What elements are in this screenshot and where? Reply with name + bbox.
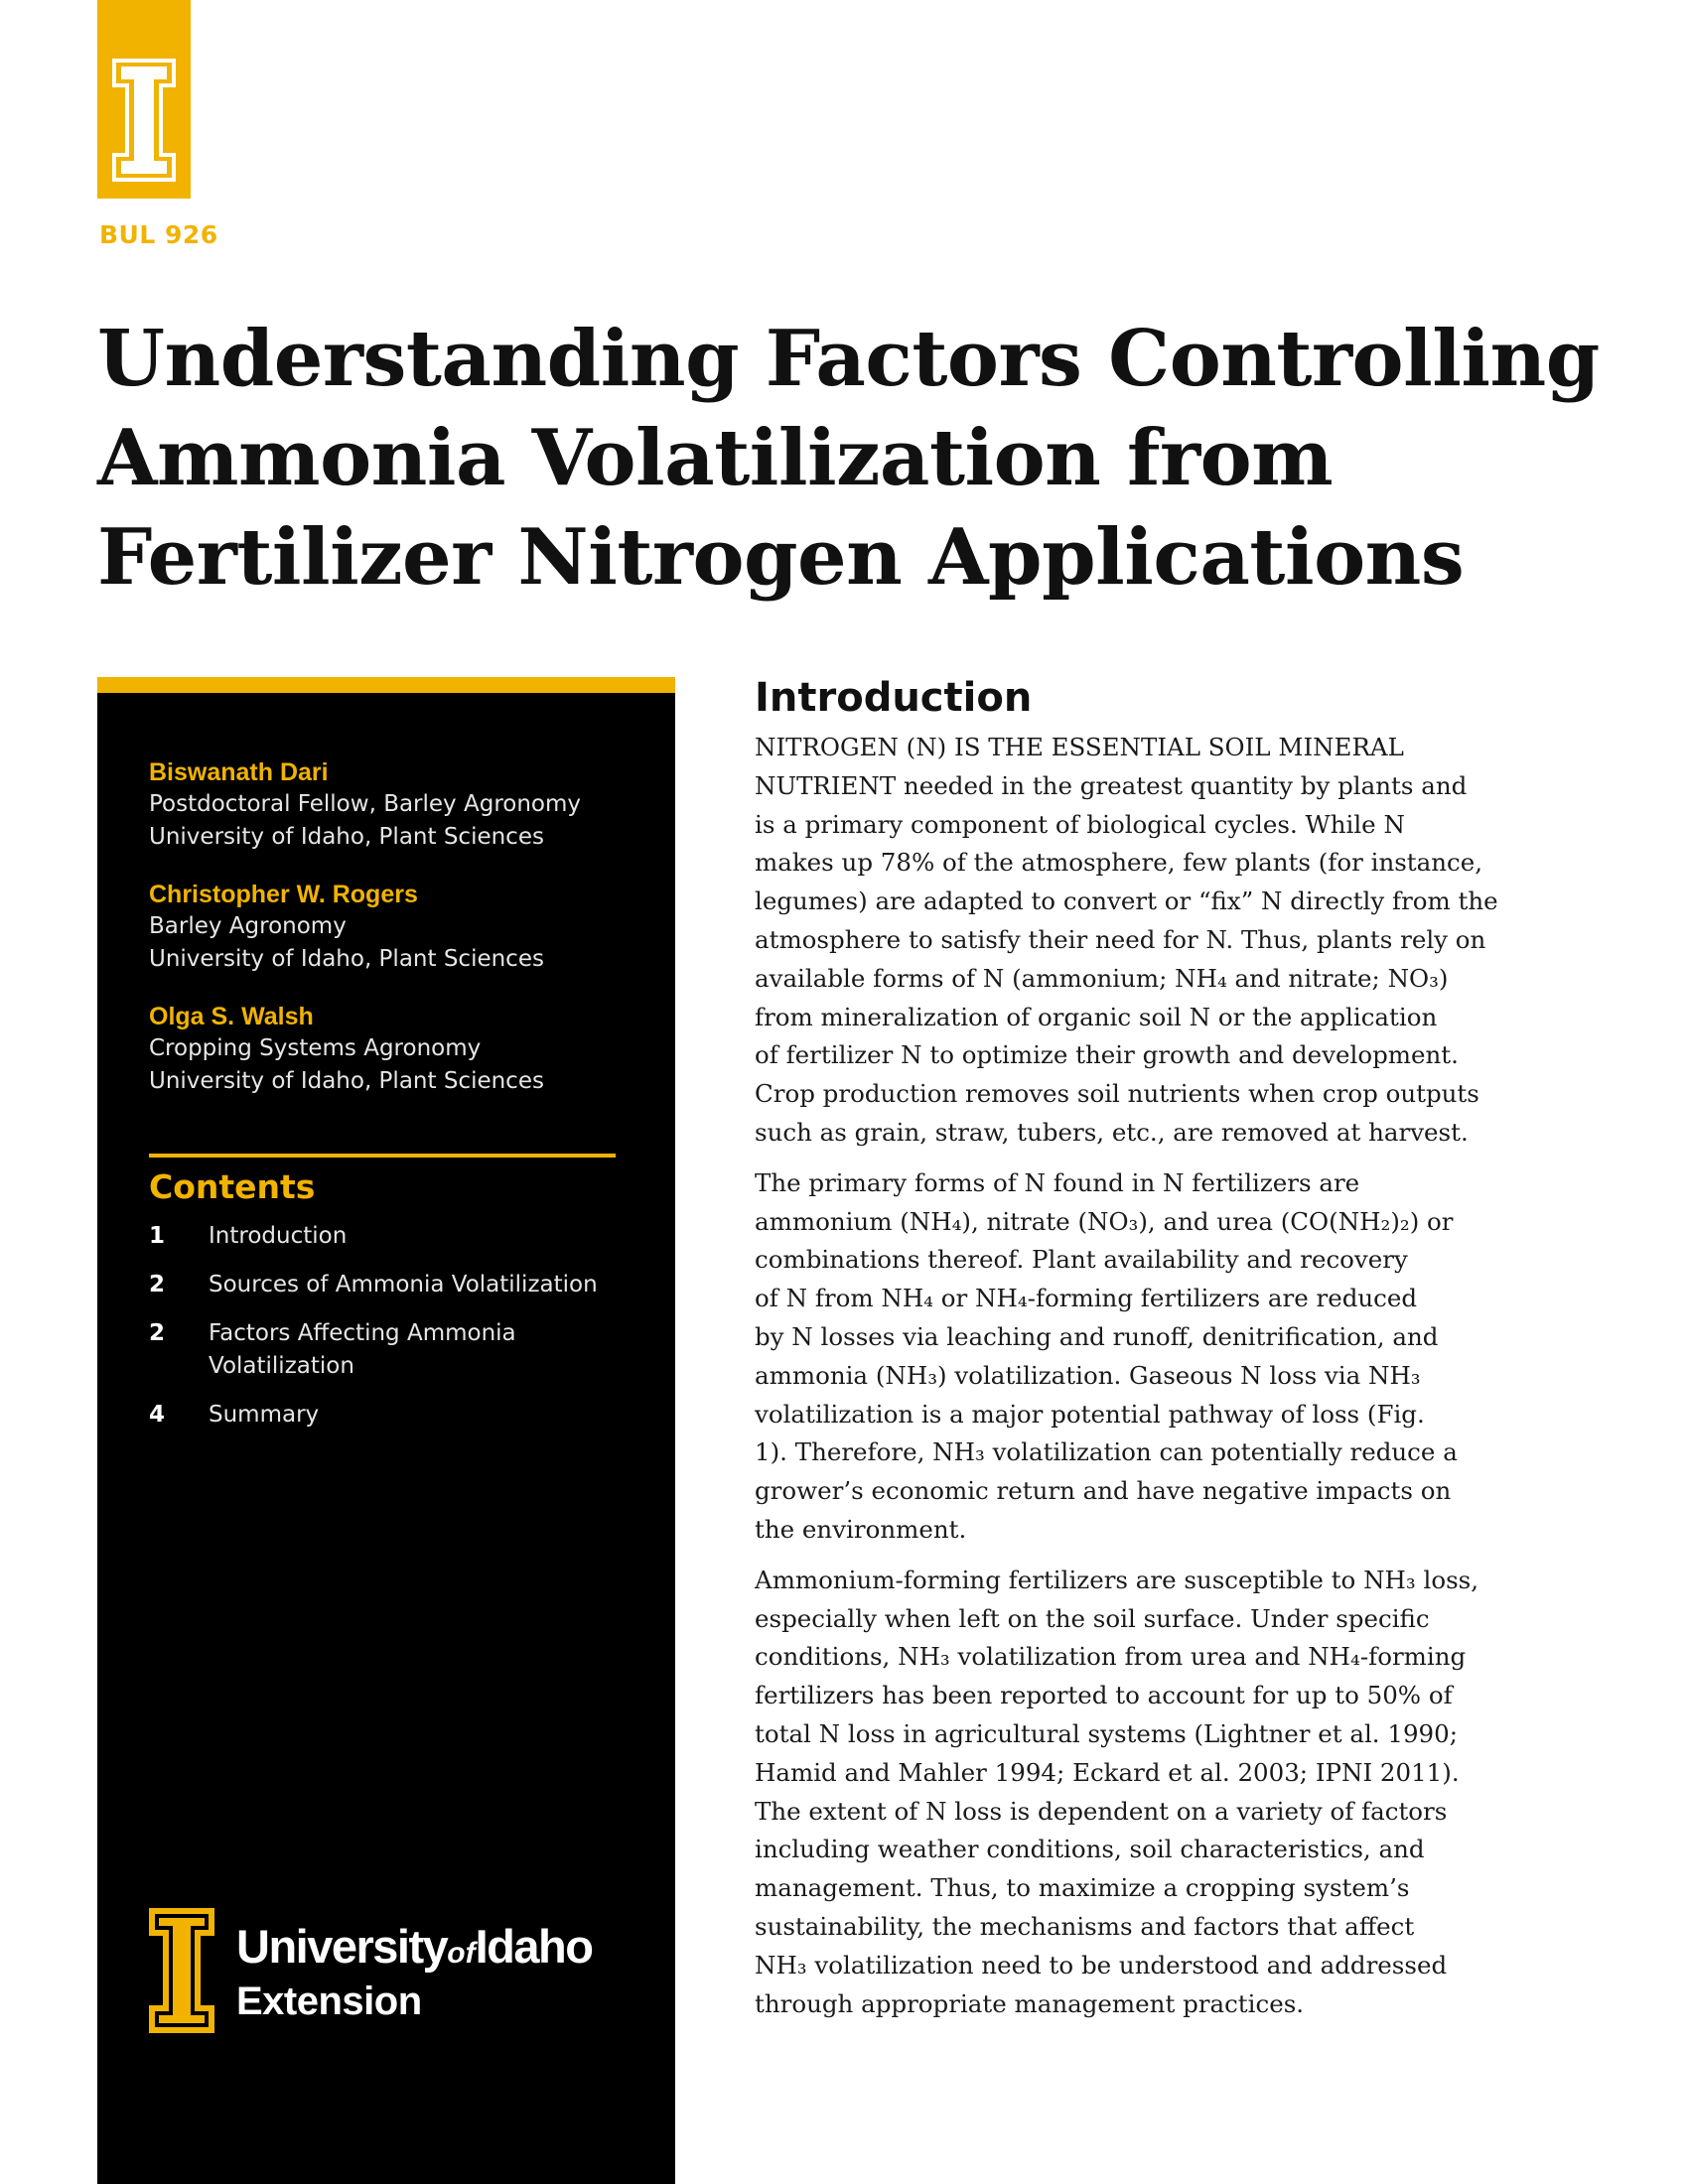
author-name: Christopher W. Rogers bbox=[149, 881, 418, 908]
logo-wordmark-line1 bbox=[236, 1922, 592, 1979]
author-name: Biswanath Dari bbox=[149, 758, 329, 786]
author-affiliation: University of Idaho, Plant Sciences bbox=[149, 1068, 544, 1094]
author-affiliation: University of Idaho, Plant Sciences bbox=[149, 824, 544, 850]
toc-item[interactable] bbox=[149, 1317, 645, 1383]
text-line: total N loss in agricultural systems (Lightner et al. 1990; bbox=[755, 1718, 1458, 1748]
block-i-logo-icon bbox=[111, 58, 177, 183]
contents-title: Contents bbox=[149, 1167, 316, 1206]
text-line: grower’s economic return and have negative impacts on bbox=[755, 1476, 1452, 1506]
title-line: Ammonia Volatilization from bbox=[97, 413, 1334, 503]
text-line: The extent of N loss is dependent on a variety of factors bbox=[755, 1796, 1448, 1826]
toc-label: Introduction bbox=[209, 1223, 348, 1249]
paragraph bbox=[755, 1562, 1509, 2024]
wordmark-extension: Extension bbox=[236, 1979, 422, 2023]
text-line: Crop production removes soil nutrients when crop outputs bbox=[755, 1079, 1479, 1109]
wordmark-idaho: Idaho bbox=[475, 1920, 593, 1973]
author-entry bbox=[149, 879, 645, 976]
toc-label: Factors Affecting Ammonia Volatilization bbox=[209, 1320, 516, 1379]
paragraph bbox=[755, 729, 1509, 1153]
author-entry bbox=[149, 756, 645, 854]
author-position: Postdoctoral Fellow, Barley Agronomy bbox=[149, 791, 582, 817]
author-name: Olga S. Walsh bbox=[149, 1003, 314, 1030]
text-line: Hamid and Mahler 1994; Eckard et al. 2003; IPNI 2011). bbox=[755, 1757, 1460, 1787]
toc-label: Summary bbox=[209, 1402, 320, 1428]
author-entry bbox=[149, 1001, 645, 1098]
title-line: Fertilizer Nitrogen Applications bbox=[97, 512, 1465, 603]
text-line: Ammonium-forming fertilizers are susceptible to NH₃ loss, bbox=[755, 1565, 1479, 1594]
text-line: from mineralization of organic soil N or the application bbox=[755, 1002, 1438, 1031]
toc-item[interactable] bbox=[149, 1399, 645, 1432]
toc-page-number: 4 bbox=[149, 1402, 166, 1428]
text-line: through appropriate management practices. bbox=[755, 1988, 1305, 2018]
text-line: the environment. bbox=[755, 1514, 967, 1544]
paragraph bbox=[755, 1164, 1509, 1550]
table-of-contents bbox=[149, 1220, 645, 1447]
contents-divider bbox=[149, 1154, 616, 1158]
toc-page-number: 1 bbox=[149, 1223, 166, 1249]
logo-wordmark bbox=[236, 1922, 592, 2024]
text-line: by N losses via leaching and runoff, denitrification, and bbox=[755, 1321, 1439, 1351]
section-heading: Introduction bbox=[755, 675, 1033, 721]
text-line: makes up 78% of the atmosphere, few plants (for instance, bbox=[755, 848, 1483, 878]
author-position: Barley Agronomy bbox=[149, 913, 347, 939]
text-line: conditions, NH₃ volatilization from urea and NH₄-forming bbox=[755, 1642, 1467, 1672]
text-line: sustainability, the mechanisms and factors that affect bbox=[755, 1911, 1415, 1941]
text-line: especially when left on the soil surface. Under specific bbox=[755, 1603, 1430, 1633]
text-line: such as grain, straw, tubers, etc., are removed at harvest. bbox=[755, 1117, 1469, 1147]
sidebar-accent-bar bbox=[97, 677, 675, 693]
text-line: NUTRIENT needed in the greatest quantity by plants and bbox=[755, 770, 1468, 800]
bulletin-code: BUL 926 bbox=[99, 220, 218, 249]
text-line: legumes) are adapted to convert or “fix” N directly from the bbox=[755, 887, 1498, 916]
university-of-idaho-extension-logo bbox=[147, 1906, 663, 2035]
wordmark-of: of bbox=[447, 1937, 476, 1970]
page-title bbox=[97, 310, 1600, 608]
text-line: NH₃ volatilization need to be understood and addressed bbox=[755, 1950, 1448, 1979]
text-line: management. Thus, to maximize a cropping system’s bbox=[755, 1873, 1410, 1903]
toc-page-number: 2 bbox=[149, 1320, 166, 1346]
text-line: atmosphere to satisfy their need for N. Thus, plants rely on bbox=[755, 924, 1486, 954]
toc-item[interactable] bbox=[149, 1220, 645, 1253]
text-line: ammonium (NH₄), nitrate (NO₃), and urea (CO(NH₂)₂) or bbox=[755, 1206, 1454, 1236]
wordmark-university: University bbox=[236, 1920, 448, 1973]
title-line: Understanding Factors Controlling bbox=[97, 314, 1600, 404]
text-line: available forms of N (ammonium; NH₄ and nitrate; NO₃) bbox=[755, 963, 1449, 993]
toc-page-number: 2 bbox=[149, 1272, 166, 1297]
text-line: ammonia (NH₃) volatilization. Gaseous N loss via NH₃ bbox=[755, 1360, 1421, 1390]
sidebar bbox=[97, 693, 675, 2184]
text-line: of fertilizer N to optimize their growth and development. bbox=[755, 1040, 1459, 1070]
text-line: combinations thereof. Plant availability and recovery bbox=[755, 1245, 1408, 1275]
text-line: volatilization is a major potential pathway of loss (Fig. bbox=[755, 1399, 1425, 1429]
toc-item[interactable] bbox=[149, 1269, 645, 1301]
text-line: 1). Therefore, NH₃ volatilization can potentially reduce a bbox=[755, 1437, 1458, 1467]
author-position: Cropping Systems Agronomy bbox=[149, 1035, 482, 1061]
text-line: fertilizers has been reported to account for up to 50% of bbox=[755, 1681, 1453, 1710]
text-line: including weather conditions, soil characteristics, and bbox=[755, 1835, 1425, 1864]
logo-tab bbox=[97, 0, 191, 199]
toc-label: Sources of Ammonia Volatilization bbox=[209, 1272, 598, 1297]
author-list bbox=[149, 756, 645, 1123]
author-affiliation: University of Idaho, Plant Sciences bbox=[149, 946, 544, 972]
text-line: NITROGEN (N) IS THE ESSENTIAL SOIL MINERAL bbox=[755, 733, 1404, 761]
block-i-logo-icon bbox=[147, 1906, 216, 2035]
text-line: is a primary component of biological cycles. While N bbox=[755, 809, 1405, 839]
main-content bbox=[755, 671, 1509, 2035]
text-line: The primary forms of N found in N fertilizers are bbox=[755, 1167, 1360, 1197]
text-line: of N from NH₄ or NH₄-forming fertilizers are reduced bbox=[755, 1284, 1418, 1313]
